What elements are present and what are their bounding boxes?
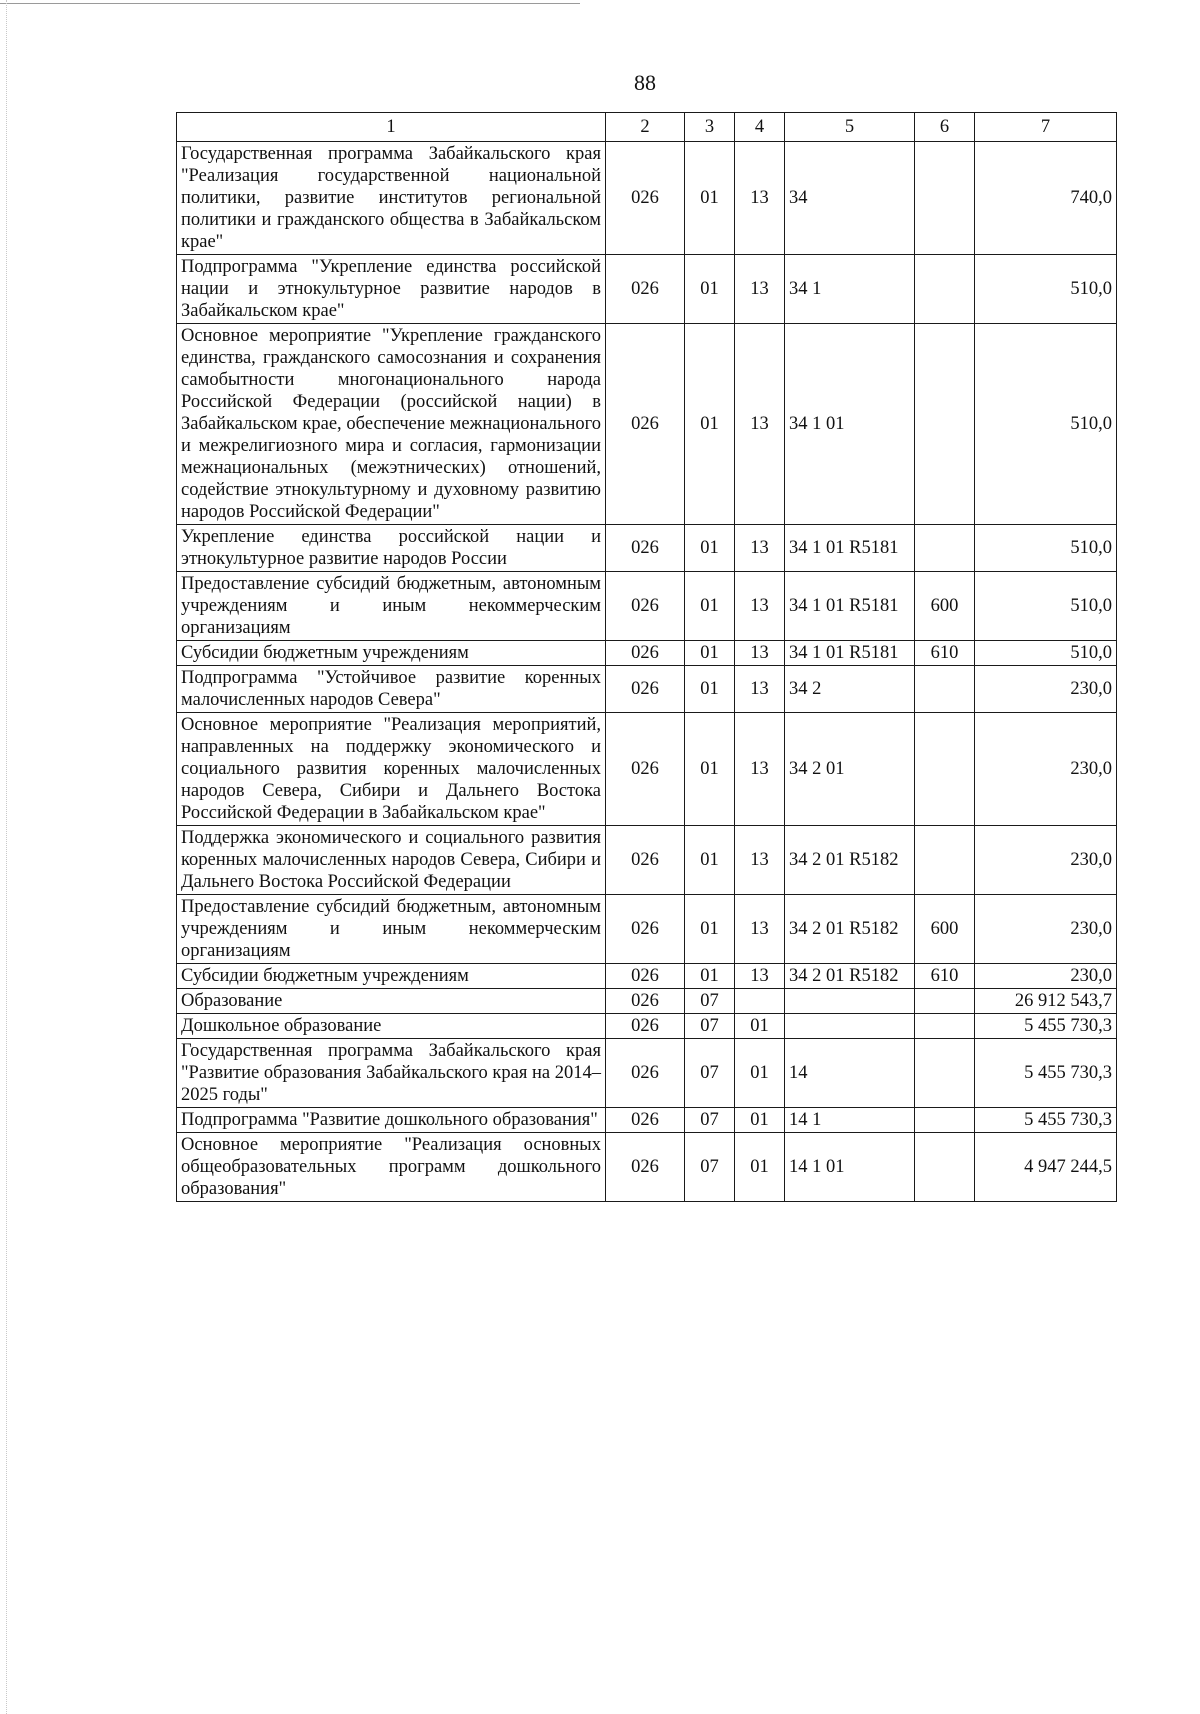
item-name: Субсидии бюджетным учреждениям	[177, 641, 606, 666]
amount: 510,0	[975, 572, 1117, 641]
code-expense-type	[915, 713, 975, 826]
item-name: Основное мероприятие "Реализация основных общеобразовательных программ дошкольного образования"	[177, 1133, 606, 1202]
item-name: Подпрограмма "Развитие дошкольного образования"	[177, 1108, 606, 1133]
item-name: Основное мероприятие "Укрепление гражданского единства, гражданского самосознания и сохранения самобытности многонационального народа Российской Федерации (российской нации) в Забайкальском крае, обеспечение межнационального и межрелигиозного мира и согласия, гармонизации межнациональных (межэтнических) отношений, содействие этнокультурному и духовному развитию народов Российской Федерации"	[177, 324, 606, 525]
code-expense-type	[915, 666, 975, 713]
code-subsection: 13	[735, 895, 785, 964]
code-subsection: 01	[735, 1039, 785, 1108]
code-subsection: 01	[735, 1133, 785, 1202]
item-name: Государственная программа Забайкальского края "Реализация государственной национальной политики, развитие институтов региональной политики и гражданского общества в Забайкальском крае"	[177, 142, 606, 255]
item-name: Образование	[177, 989, 606, 1014]
header-col-7: 7	[975, 113, 1117, 142]
amount: 230,0	[975, 826, 1117, 895]
table-body	[177, 142, 1117, 1202]
table-row	[177, 826, 1117, 895]
code-section: 01	[685, 713, 735, 826]
table-row	[177, 641, 1117, 666]
table-row	[177, 989, 1117, 1014]
code-subsection: 13	[735, 964, 785, 989]
table-row	[177, 666, 1117, 713]
item-name: Подпрограмма "Устойчивое развитие коренных малочисленных народов Севера"	[177, 666, 606, 713]
code-expense-type	[915, 1039, 975, 1108]
code-ministry: 026	[606, 572, 685, 641]
item-name: Дошкольное образование	[177, 1014, 606, 1039]
code-expense-type: 600	[915, 572, 975, 641]
amount: 26 912 543,7	[975, 989, 1117, 1014]
code-subsection: 13	[735, 572, 785, 641]
header-col-1: 1	[177, 113, 606, 142]
amount: 230,0	[975, 895, 1117, 964]
scan-edge-left	[6, 0, 7, 1714]
code-expense-type	[915, 826, 975, 895]
amount: 5 455 730,3	[975, 1014, 1117, 1039]
code-section: 01	[685, 572, 735, 641]
code-section: 01	[685, 666, 735, 713]
item-name: Подпрограмма "Укрепление единства российской нации и этнокультурное развитие народов в Забайкальском крае"	[177, 255, 606, 324]
code-target-article: 14 1 01	[785, 1133, 915, 1202]
code-ministry: 026	[606, 142, 685, 255]
scan-edge-top	[0, 3, 580, 4]
item-name: Предоставление субсидий бюджетным, автономным учреждениям и иным некоммерческим организациям	[177, 895, 606, 964]
code-section: 07	[685, 1039, 735, 1108]
amount: 4 947 244,5	[975, 1133, 1117, 1202]
budget-table	[176, 112, 1117, 1202]
code-expense-type: 610	[915, 964, 975, 989]
code-ministry: 026	[606, 1133, 685, 1202]
code-section: 07	[685, 1108, 735, 1133]
code-subsection: 13	[735, 641, 785, 666]
code-target-article: 34 1 01 R5181	[785, 572, 915, 641]
table-row	[177, 895, 1117, 964]
code-target-article: 34 1	[785, 255, 915, 324]
item-name: Поддержка экономического и социального развития коренных малочисленных народов Севера, Сибири и Дальнего Востока Российской Федерации	[177, 826, 606, 895]
code-target-article: 34 2 01	[785, 713, 915, 826]
table-row	[177, 1039, 1117, 1108]
table-row	[177, 324, 1117, 525]
code-subsection: 13	[735, 324, 785, 525]
code-section: 07	[685, 989, 735, 1014]
code-subsection: 01	[735, 1108, 785, 1133]
header-col-4: 4	[735, 113, 785, 142]
code-ministry: 026	[606, 895, 685, 964]
code-ministry: 026	[606, 641, 685, 666]
code-target-article: 14	[785, 1039, 915, 1108]
amount: 230,0	[975, 964, 1117, 989]
amount: 230,0	[975, 666, 1117, 713]
code-section: 01	[685, 324, 735, 525]
table-row	[177, 713, 1117, 826]
code-section: 01	[685, 826, 735, 895]
code-target-article: 34 2 01 R5182	[785, 826, 915, 895]
code-subsection: 13	[735, 255, 785, 324]
code-subsection: 13	[735, 826, 785, 895]
code-ministry: 026	[606, 525, 685, 572]
header-row	[177, 113, 1117, 142]
code-expense-type	[915, 1108, 975, 1133]
item-name: Субсидии бюджетным учреждениям	[177, 964, 606, 989]
amount: 5 455 730,3	[975, 1039, 1117, 1108]
table-row	[177, 255, 1117, 324]
code-section: 01	[685, 964, 735, 989]
code-ministry: 026	[606, 826, 685, 895]
code-target-article	[785, 989, 915, 1014]
code-target-article	[785, 1014, 915, 1039]
code-ministry: 026	[606, 1108, 685, 1133]
code-target-article: 34 2 01 R5182	[785, 964, 915, 989]
code-expense-type	[915, 1133, 975, 1202]
code-section: 07	[685, 1133, 735, 1202]
code-ministry: 026	[606, 1014, 685, 1039]
header-col-6: 6	[915, 113, 975, 142]
code-expense-type: 610	[915, 641, 975, 666]
amount: 510,0	[975, 255, 1117, 324]
code-subsection	[735, 989, 785, 1014]
code-ministry: 026	[606, 964, 685, 989]
amount: 5 455 730,3	[975, 1108, 1117, 1133]
table-row	[177, 964, 1117, 989]
code-target-article: 14 1	[785, 1108, 915, 1133]
code-target-article: 34 1 01 R5181	[785, 641, 915, 666]
code-subsection: 01	[735, 1014, 785, 1039]
table-row	[177, 142, 1117, 255]
code-subsection: 13	[735, 666, 785, 713]
table-row	[177, 1108, 1117, 1133]
code-ministry: 026	[606, 324, 685, 525]
table-row	[177, 525, 1117, 572]
code-subsection: 13	[735, 525, 785, 572]
code-target-article: 34	[785, 142, 915, 255]
item-name: Предоставление субсидий бюджетным, автономным учреждениям и иным некоммерческим организациям	[177, 572, 606, 641]
code-target-article: 34 2	[785, 666, 915, 713]
code-expense-type	[915, 255, 975, 324]
code-target-article: 34 1 01	[785, 324, 915, 525]
code-expense-type	[915, 525, 975, 572]
header-col-3: 3	[685, 113, 735, 142]
item-name: Укрепление единства российской нации и этнокультурное развитие народов России	[177, 525, 606, 572]
amount: 740,0	[975, 142, 1117, 255]
code-target-article: 34 1 01 R5181	[785, 525, 915, 572]
item-name: Государственная программа Забайкальского края "Развитие образования Забайкальского края на 2014–2025 годы"	[177, 1039, 606, 1108]
amount: 510,0	[975, 525, 1117, 572]
code-subsection: 13	[735, 713, 785, 826]
code-expense-type	[915, 1014, 975, 1039]
code-ministry: 026	[606, 713, 685, 826]
page-number: 88	[634, 70, 656, 95]
header-col-2: 2	[606, 113, 685, 142]
code-section: 07	[685, 1014, 735, 1039]
code-section: 01	[685, 142, 735, 255]
code-subsection: 13	[735, 142, 785, 255]
code-target-article: 34 2 01 R5182	[785, 895, 915, 964]
amount: 510,0	[975, 324, 1117, 525]
amount: 510,0	[975, 641, 1117, 666]
code-section: 01	[685, 895, 735, 964]
table-row	[177, 572, 1117, 641]
code-ministry: 026	[606, 1039, 685, 1108]
code-section: 01	[685, 525, 735, 572]
item-name: Основное мероприятие "Реализация мероприятий, направленных на поддержку экономического и социального развития коренных малочисленных народов Севера, Сибири и Дальнего Востока Российской Федерации в Забайкальском крае"	[177, 713, 606, 826]
table-row	[177, 1133, 1117, 1202]
code-expense-type	[915, 142, 975, 255]
code-ministry: 026	[606, 989, 685, 1014]
code-expense-type: 600	[915, 895, 975, 964]
table-row	[177, 1014, 1117, 1039]
code-section: 01	[685, 255, 735, 324]
header-col-5: 5	[785, 113, 915, 142]
code-ministry: 026	[606, 255, 685, 324]
code-expense-type	[915, 989, 975, 1014]
code-section: 01	[685, 641, 735, 666]
amount: 230,0	[975, 713, 1117, 826]
code-ministry: 026	[606, 666, 685, 713]
code-expense-type	[915, 324, 975, 525]
